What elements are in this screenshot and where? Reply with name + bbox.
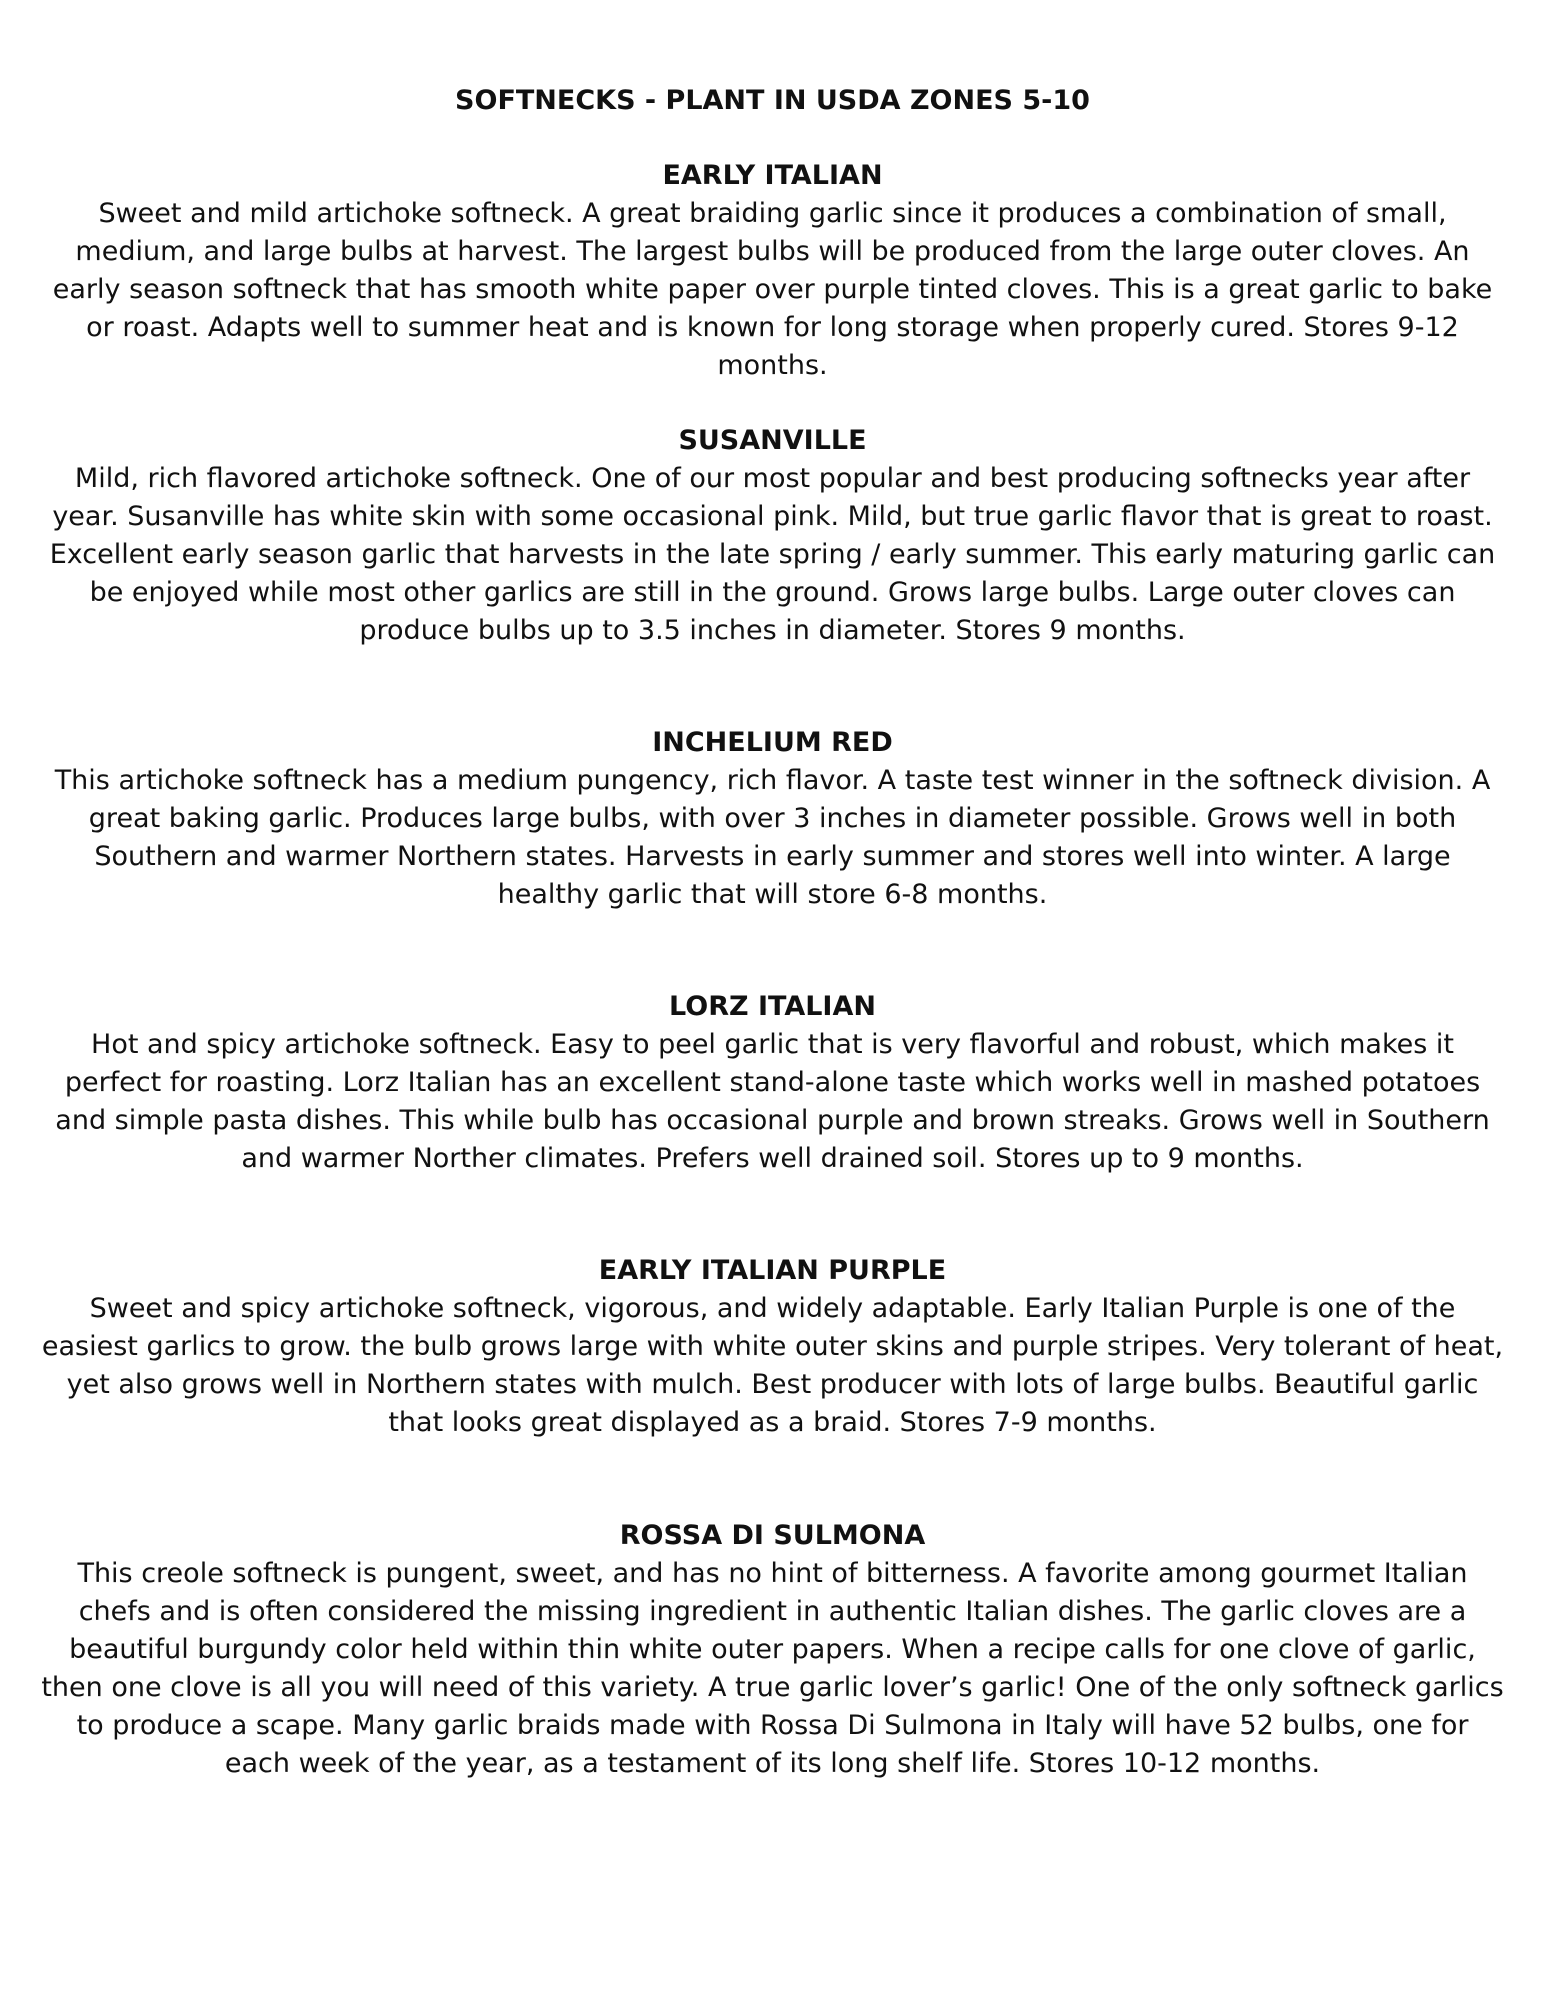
variety-section-susanville [40, 422, 1505, 650]
variety-description: This creole softneck is pungent, sweet, and has no hint of bitterness. A favorite among gourmet Italian chefs and is often considered the missing ingredient in authentic Italian dishes. The garlic cloves are a beautiful burgundy color held within thin white outer papers. When a recipe calls for one clove of garlic, then one clove is all you will need of this variety. A true garlic lover’s garlic! One of the only softneck garlics to produce a scape. Many garlic braids made with Rossa Di Sulmona in Italy will have 52 bulbs, one for each week of the year, as a testament of its long shelf life. Stores 10-12 months. [41, 1558, 1504, 1779]
variety-description: Hot and spicy artichoke softneck. Easy to peel garlic that is very flavorful and robust, which makes it perfect for roasting. Lorz Italian has an excellent stand-alone taste which works well in mashed potatoes and simple pasta dishes. This while bulb has occasional purple and brown streaks. Grows well in Southern and warmer Norther climates. Prefers well drained soil. Stores up to 9 months. [55, 1029, 1490, 1174]
variety-section-rossa-di-sulmona [40, 1517, 1505, 1783]
variety-section-early-italian [40, 157, 1505, 385]
variety-heading: SUSANVILLE [678, 425, 867, 456]
variety-heading: LORZ ITALIAN [669, 991, 876, 1022]
variety-section-inchelium-red [40, 724, 1505, 914]
variety-section-early-italian-purple [40, 1252, 1505, 1442]
variety-description: Sweet and mild artichoke softneck. A great braiding garlic since it produces a combination of small, medium, and large bulbs at harvest. The largest bulbs will be produced from the large outer cloves. An early season softneck that has smooth white paper over purple tinted cloves. This is a great garlic to bake or roast. Adapts well to summer heat and is known for long storage when properly cured. Stores 9-12 months. [52, 198, 1493, 381]
variety-heading: EARLY ITALIAN PURPLE [598, 1255, 947, 1286]
page-title: SOFTNECKS - PLANT IN USDA ZONES 5-10 [455, 85, 1090, 116]
variety-heading: EARLY ITALIAN [662, 160, 883, 191]
variety-description: This artichoke softneck has a medium pungency, rich flavor. A taste test winner in the softneck division. A great baking garlic. Produces large bulbs, with over 3 inches in diameter possible. Grows well in both Southern and warmer Northern states. Harvests in early summer and stores well into winter. A large healthy garlic that will store 6-8 months. [54, 765, 1491, 910]
variety-section-lorz-italian [40, 988, 1505, 1178]
variety-description: Mild, rich flavored artichoke softneck. One of our most popular and best producing softnecks year after year. Susanville has white skin with some occasional pink. Mild, but true garlic flavor that is great to roast. Excellent early season garlic that harvests in the late spring / early summer. This early maturing garlic can be enjoyed while most other garlics are still in the ground. Grows large bulbs. Large outer cloves can produce bulbs up to 3.5 inches in diameter. Stores 9 months. [49, 463, 1496, 646]
variety-heading: ROSSA DI SULMONA [619, 1520, 926, 1551]
variety-heading: INCHELIUM RED [652, 727, 893, 758]
variety-description: Sweet and spicy artichoke softneck, vigorous, and widely adaptable. Early Italian Purple is one of the easiest garlics to grow. the bulb grows large with white outer skins and purple stripes. Very tolerant of heat, yet also grows well in Northern states with mulch. Best producer with lots of large bulbs. Beautiful garlic that looks great displayed as a braid. Stores 7-9 months. [41, 1293, 1504, 1438]
